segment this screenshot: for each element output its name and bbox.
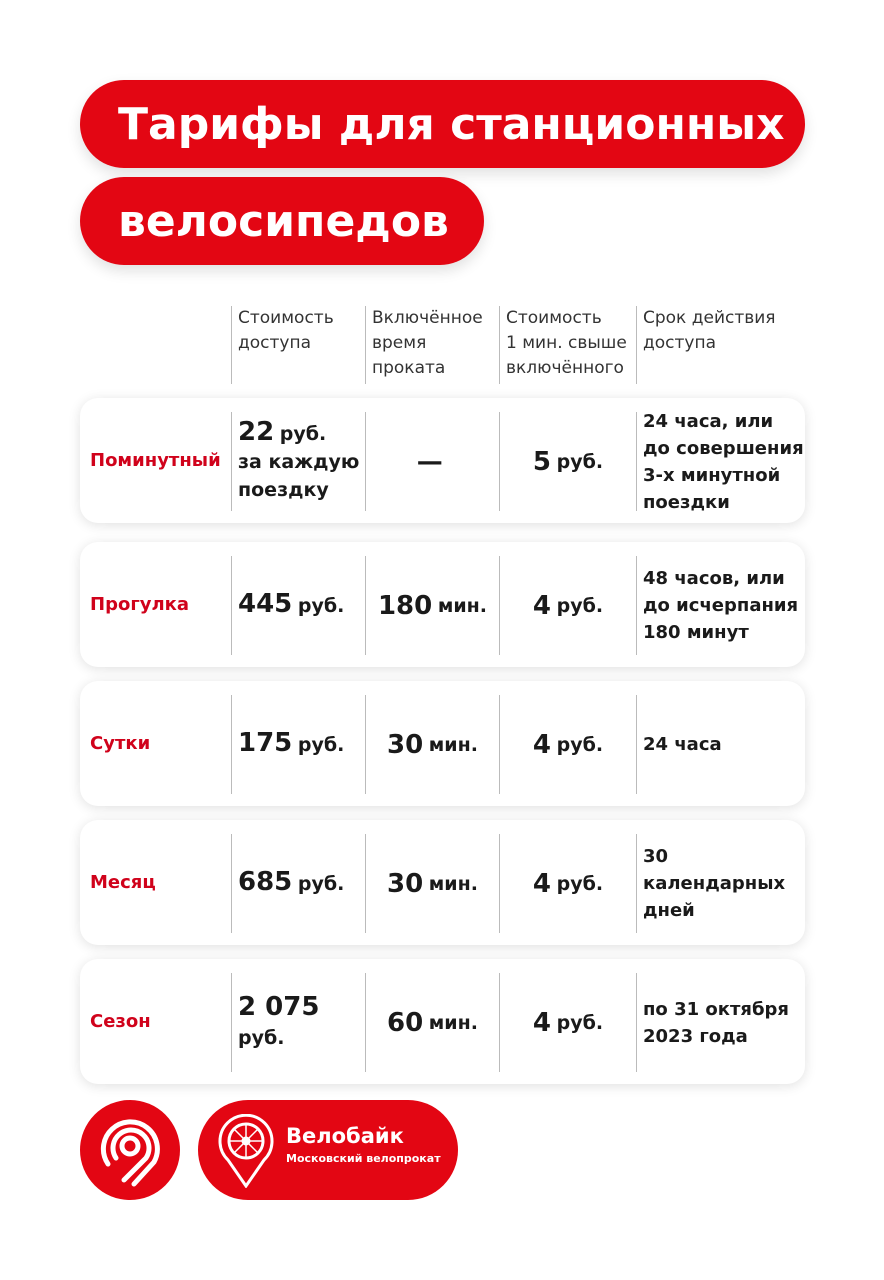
access-cost (231, 834, 365, 933)
bike-wheel-pin-icon (218, 1114, 274, 1188)
header-extra-minute: Стоимость 1 мин. свыше включённого (499, 306, 627, 384)
extra-value: 4 (532, 729, 552, 760)
included-time (365, 973, 499, 1072)
extra-minute-cost (499, 695, 636, 794)
included-time (365, 556, 499, 655)
tariff-name: Месяц (90, 872, 156, 893)
title-line-2: велосипедов (80, 177, 484, 265)
validity: 48 часов, или до исчерпания 180 минут (636, 556, 805, 655)
extra-minute-cost (499, 412, 636, 511)
tariff-name: Поминутный (90, 450, 221, 471)
time-value: 30 (387, 729, 424, 760)
time-value: — (416, 446, 443, 477)
price-value: 22 (238, 417, 275, 447)
time-value: 60 (387, 1007, 424, 1038)
time-unit: мин. (428, 1011, 478, 1034)
tariff-name: Прогулка (90, 594, 189, 615)
validity: 30 календарных дней (636, 834, 805, 933)
title-line-1: Тарифы для станционных (80, 80, 805, 168)
extra-unit: руб. (556, 450, 604, 473)
time-value: 180 (377, 590, 433, 621)
header-included-time: Включённое время проката (365, 306, 483, 384)
extra-minute-cost (499, 834, 636, 933)
brand-name: Велобайк (286, 1124, 404, 1148)
validity: 24 часа, или до совершения 3-х минутной поездки (636, 412, 805, 511)
price-value: 175 (238, 728, 293, 758)
price-unit: руб. (279, 423, 327, 445)
tariff-row (80, 959, 805, 1084)
access-cost (231, 556, 365, 655)
extra-unit: руб. (556, 594, 604, 617)
time-unit: мин. (428, 733, 478, 756)
price-unit: руб. (297, 595, 345, 617)
price-value: 2 075 (238, 991, 320, 1022)
included-time (365, 695, 499, 794)
tariff-row (80, 398, 805, 523)
tariff-name: Сутки (90, 733, 151, 754)
price-unit: руб. (297, 734, 345, 756)
tariff-row (80, 681, 805, 806)
velobike-logo (198, 1100, 458, 1200)
time-unit: мин. (428, 872, 478, 895)
extra-unit: руб. (556, 872, 604, 895)
validity: 24 часа (636, 695, 805, 794)
extra-value: 4 (532, 868, 552, 899)
header-validity: Срок действия доступа (636, 306, 776, 384)
price-note: за каждую поездку (238, 451, 360, 501)
price-value: 685 (238, 867, 293, 897)
tariff-row (80, 542, 805, 667)
price-value: 445 (238, 589, 293, 619)
time-value: 30 (387, 868, 424, 899)
brand-tagline: Московский велопрокат (286, 1152, 441, 1165)
access-cost (231, 973, 365, 1072)
included-time (365, 834, 499, 933)
price-unit: руб. (238, 1026, 285, 1049)
included-time (365, 412, 499, 511)
extra-value: 4 (532, 590, 552, 621)
extra-unit: руб. (556, 733, 604, 756)
header-access-cost: Стоимость доступа (231, 306, 334, 384)
tariff-row (80, 820, 805, 945)
access-cost (231, 412, 365, 511)
tariff-name: Сезон (90, 1011, 151, 1032)
moscow-logo (80, 1100, 180, 1200)
extra-value: 5 (532, 446, 552, 477)
extra-unit: руб. (556, 1011, 604, 1034)
extra-value: 4 (532, 1007, 552, 1038)
time-unit: мин. (437, 594, 488, 617)
price-unit: руб. (297, 873, 345, 895)
extra-minute-cost (499, 973, 636, 1072)
extra-minute-cost (499, 556, 636, 655)
access-cost (231, 695, 365, 794)
validity: по 31 октября 2023 года (636, 973, 805, 1072)
